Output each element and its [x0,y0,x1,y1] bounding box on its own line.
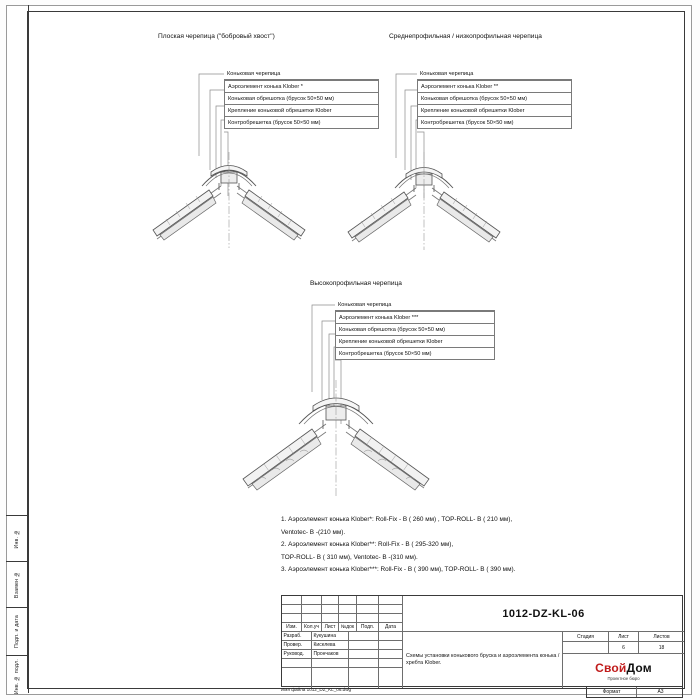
label-row: Крепление коньковой обрешетки Klober [417,104,572,116]
sheets-header: Листов [639,632,684,642]
role-sign [349,668,379,688]
role-date [379,668,403,688]
label-row: Аэроэлемент конька Klober ** [417,80,572,92]
format-row [586,687,683,698]
label-block-2 [417,68,572,129]
rev-cell [379,605,403,614]
rev-cell [322,605,339,614]
format-value: А3 [657,689,664,695]
sheets-value: 18 [639,642,684,654]
rev-cell [379,614,403,623]
diagram-title-2: Среднепрофильная / низкопрофильная черепица [389,33,542,40]
role-date [379,659,403,668]
company-subtitle: Проектное бюро [607,676,640,681]
role-sign [349,659,379,668]
rev-cell [379,596,403,605]
role-sign [349,641,379,650]
left-stamp-label: Подп. и дата [14,615,20,648]
stage-header: Стадия [563,632,609,642]
role-label [282,668,312,688]
company-logo-text [595,661,652,675]
rev-cell [357,605,379,614]
stage-value [563,642,609,654]
left-stamp-label: Инв. № подл. [14,659,20,695]
company-logo [563,654,684,688]
role-name: Киселева [312,641,349,650]
label-block-1 [224,68,379,129]
role-name: Прончаков [312,650,349,659]
role-name [312,659,349,668]
rev-cell [357,614,379,623]
drawing-description: Схемы установки конькового бруска и аэроэлемента конька / хребта Klober. [403,632,563,688]
diagram-title-3: Высокопрофильная черепица [310,280,402,287]
note-line: TOP-ROLL- B ( 310 мм), Ventotec- B -(310 мм). [281,553,418,561]
rev-header: Дата [379,623,403,632]
rev-cell [322,614,339,623]
label-row: Аэроэлемент конька Klober * [224,80,379,92]
label-row: Крепление коньковой обрешетки Klober [224,104,379,116]
label-block-3 [335,299,495,360]
left-stamp-column [6,5,29,693]
role-sign [349,650,379,659]
rev-cell [322,596,339,605]
note-line: 1. Аэроэлемент конька Klober*: Roll-Fix - B ( 260 мм) , TOP-ROLL- B ( 210 мм), [281,516,513,523]
rev-cell [302,596,322,605]
left-stamp-cell-1 [6,561,28,607]
rev-cell [339,614,357,623]
company-logo-cell [563,654,684,688]
role-label: Провер. [282,641,312,650]
rev-header: Кол.уч [302,623,322,632]
label-row: Коньковая черепица [335,299,495,311]
rev-cell [282,605,302,614]
label-row: Коньковая черепица [224,68,379,80]
role-date [379,632,403,641]
left-stamp-label: Инв. № [14,528,20,549]
role-label: Руковод. [282,650,312,659]
label-row: Контробрешетка (брусок 50×50 мм) [417,116,572,129]
sheet-value: 6 [609,642,639,654]
left-stamp-label: Взамен № [14,570,20,599]
rev-cell [282,614,302,623]
file-name-note: Имя файла 1012_DZ_KL_06.dwg [281,687,352,692]
role-date [379,650,403,659]
rev-cell [302,614,322,623]
note-line: 3. Аэроэлемент конька Klober***: Roll-Fix - B ( 390 мм), TOP-ROLL- B ( 390 мм). [281,566,516,573]
left-stamp-cell-0 [6,515,28,561]
label-row: Контробрешетка (брусок 50×50 мм) [335,347,495,360]
rev-cell [302,605,322,614]
rev-cell [282,596,302,605]
role-date [379,641,403,650]
label-row: Коньковая черепица [417,68,572,80]
format-label: Формат [587,687,637,697]
role-sign [349,632,379,641]
rev-cell [339,596,357,605]
rev-header: №док [339,623,357,632]
label-row: Аэроэлемент конька Klober *** [335,311,495,323]
role-label [282,659,312,668]
label-row: Крепление коньковой обрешетки Klober [335,335,495,347]
left-stamp-cell-2 [6,607,28,655]
left-stamp-cell-3 [6,655,28,698]
label-row: Контробрешетка (брусок 50×50 мм) [224,116,379,129]
note-line: Ventotec- B -(210 мм). [281,528,346,536]
company-name-2: Дом [626,661,652,675]
rev-cell [339,605,357,614]
note-line: 2. Аэроэлемент конька Klober**: Roll-Fix - B ( 295-320 мм), [281,541,454,548]
title-block [281,595,683,687]
drawing-number: 1012-DZ-KL-06 [403,596,684,632]
role-name: Кукушина [312,632,349,641]
rev-header: Изм. [282,623,302,632]
role-label: Разраб. [282,632,312,641]
rev-header: Подп. [357,623,379,632]
company-name-1: Свой [595,661,627,675]
label-row: Коньковая обрешотка (брусок 50×50 мм) [335,323,495,335]
rev-header: Лист [322,623,339,632]
diagram-title-1: Плоская черепица ("бобровый хвост") [158,33,275,40]
label-row: Коньковая обрешотка (брусок 50×50 мм) [417,92,572,104]
label-row: Коньковая обрешотка (брусок 50×50 мм) [224,92,379,104]
role-name [312,668,349,688]
sheet-header: Лист [609,632,639,642]
rev-cell [357,596,379,605]
notes-block [281,514,611,577]
